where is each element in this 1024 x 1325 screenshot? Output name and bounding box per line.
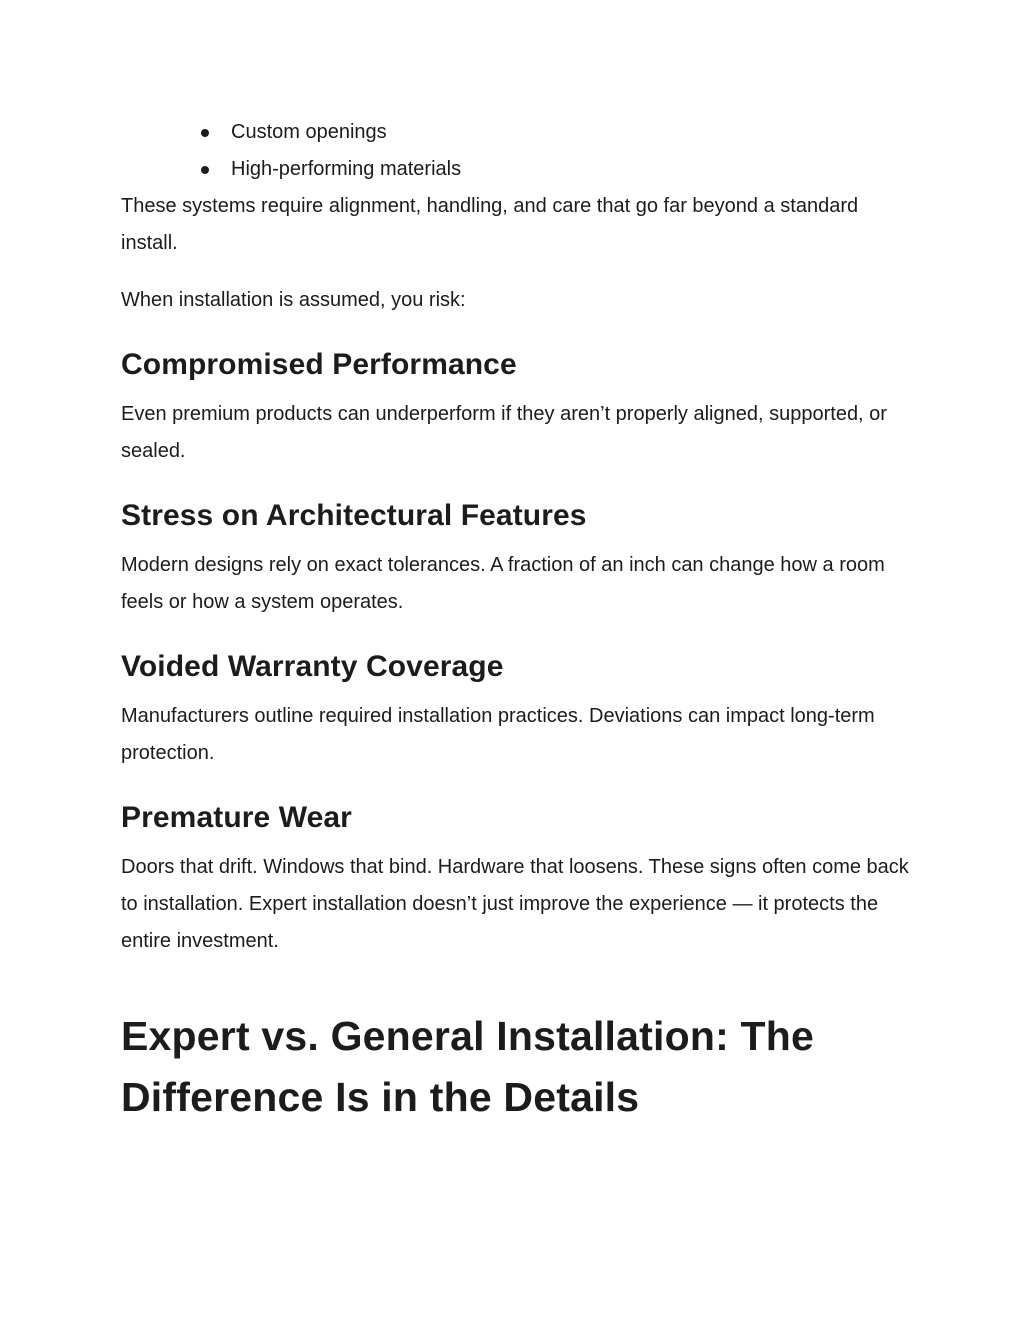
section-body: Modern designs rely on exact tolerances. A fraction of an inch can change how a room feels or how a system operates.: [121, 554, 885, 613]
section-title: Expert vs. General Installation: The Difference Is in the Details: [121, 1013, 815, 1120]
list-item: [201, 114, 911, 151]
bullet-dot-icon: [201, 129, 209, 137]
section-heading: Stress on Architectural Features: [121, 499, 587, 532]
intro-paragraph: These systems require alignment, handling, and care that go far beyond a standard install.: [121, 195, 859, 254]
section-heading: Voided Warranty Coverage: [121, 650, 504, 683]
section-heading: Compromised Performance: [121, 348, 517, 381]
section-body: Manufacturers outline required installation practices. Deviations can impact long-term protection.: [121, 705, 875, 764]
section-body: Doors that drift. Windows that bind. Hardware that loosens. These signs often come back to installation. Expert installation doesn’t just improve the experience — it protects the entire investment.: [121, 856, 909, 952]
bullet-list: [121, 114, 911, 188]
section-heading: Premature Wear: [121, 801, 352, 834]
document-page: [121, 114, 911, 1128]
section-compromised-performance: [121, 345, 911, 470]
section-stress-architectural: [121, 496, 911, 621]
section-premature-wear: [121, 798, 911, 960]
list-item-text: High-performing materials: [231, 158, 462, 180]
section-body: Even premium products can underperform if they aren’t properly aligned, supported, or sealed.: [121, 403, 887, 462]
risk-lead-paragraph: When installation is assumed, you risk:: [121, 289, 466, 311]
list-item: [201, 151, 911, 188]
bullet-dot-icon: [201, 166, 209, 174]
section-voided-warranty: [121, 647, 911, 772]
list-item-text: Custom openings: [231, 121, 387, 143]
